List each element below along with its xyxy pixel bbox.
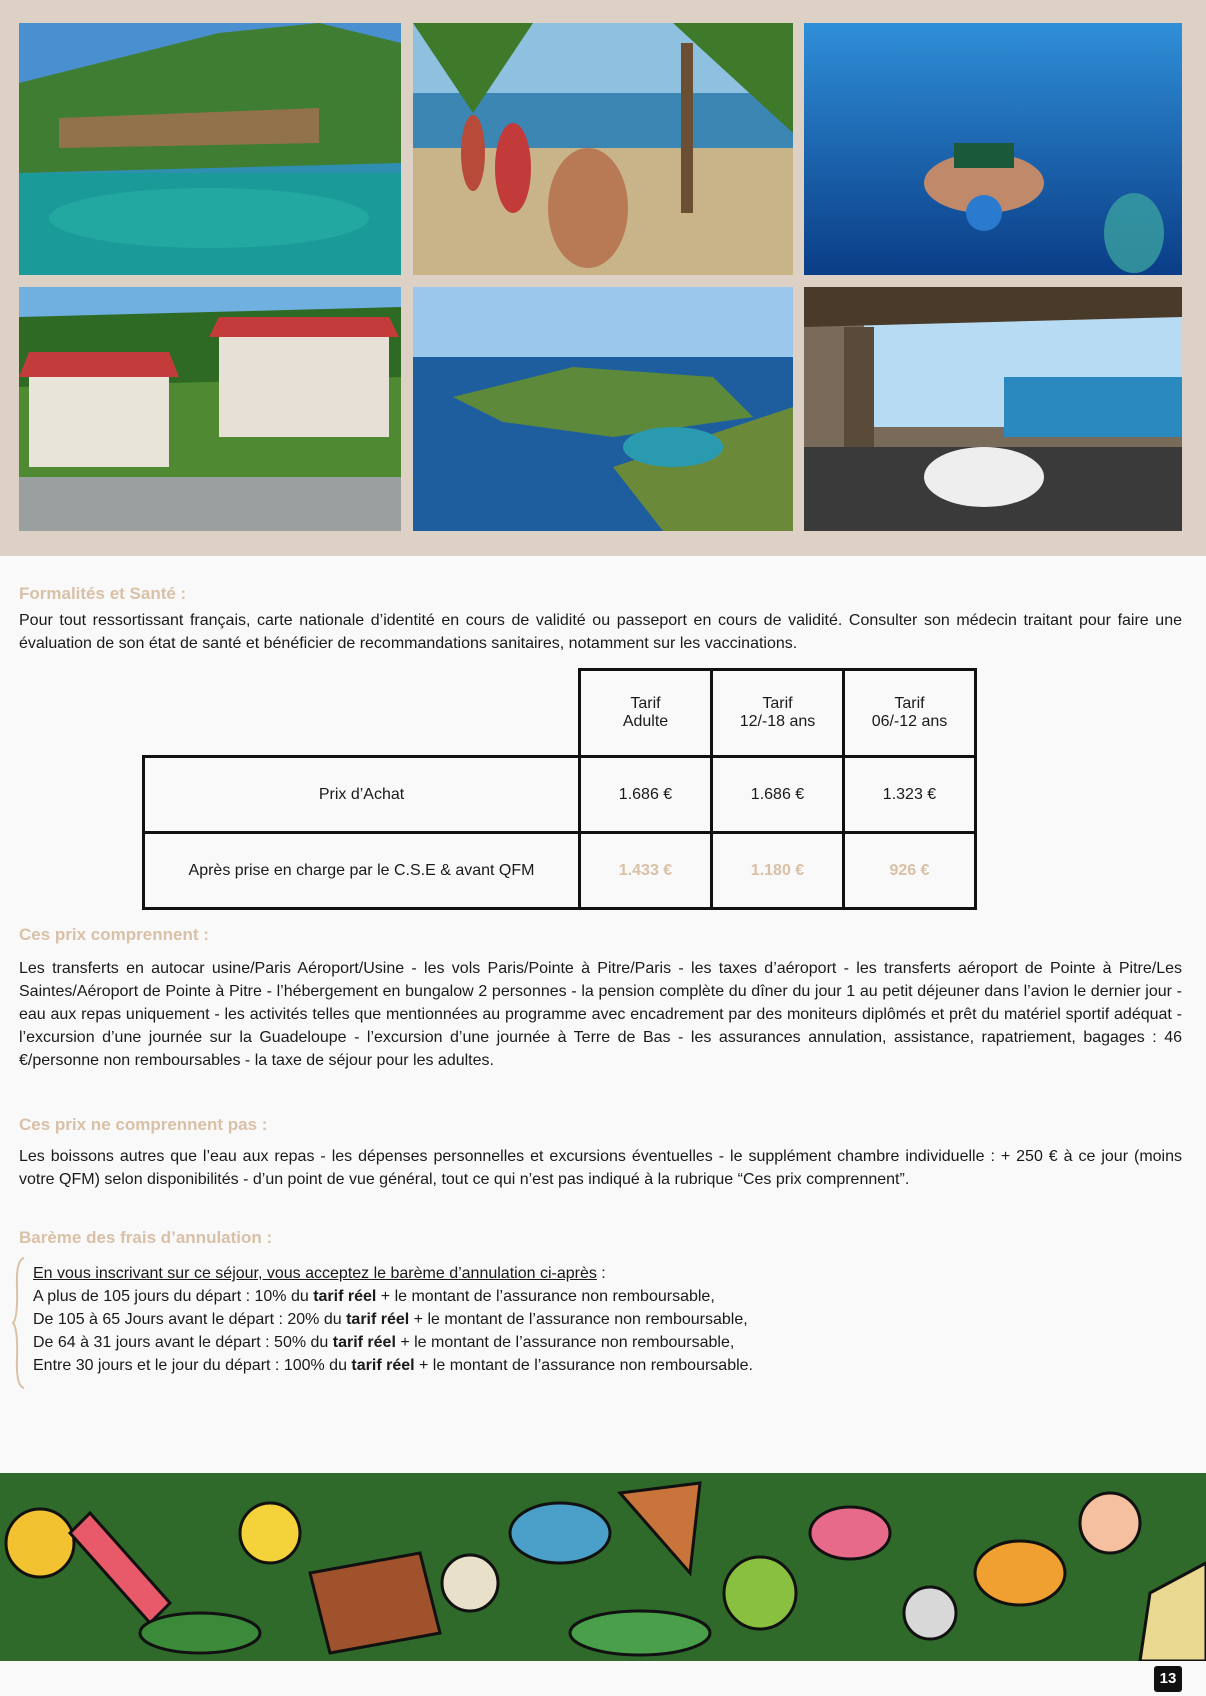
includes-text: Les transferts en autocar usine/Paris Aéroport/Usine - les vols Paris/Pointe à Pitre/Paris - les taxes d’aéroport - les transferts aéroport de Pointe à Pitre/Les Saintes/Aéroport de Pointe à Pitre - l’hébergement en bungalow 2 personnes - la pension complète du dîner du jour 1 au petit déjeuner dans l’avion le dernier jour - eau aux repas uniquement - les activités telles que mentionnées au programme avec encadrement par des moniteurs diplômés et prêt du matériel sportif adéquat - l’excursion d’une journée sur la Guadeloupe - l’excursion d’une journée à Terre de Bas - les assurances annulation, assistance, rapatriement, bagages : 46 €/personne non remboursables - la taxe de séjour pour les adultes.: [19, 960, 1182, 1069]
price-cell: 1.686 €: [580, 757, 712, 833]
includes-section: [19, 925, 1182, 1072]
list-item: De 64 à 31 jours avant le départ : 50% du tarif réel + le montant de l’assurance non remboursable,: [33, 1334, 735, 1351]
list-item: Entre 30 jours et le jour du départ : 100% du tarif réel + le montant de l’assurance non remboursable.: [33, 1357, 753, 1374]
cancellation-title: Barème des frais d’annulation :: [19, 1228, 273, 1247]
tropical-doodle-banner: [0, 1473, 1206, 1661]
page-number: 13: [1154, 1666, 1182, 1692]
table-row: [144, 833, 976, 909]
restaurant-terrace-photo: [804, 287, 1182, 531]
row-label: Après prise en charge par le C.S.E & avant QFM: [144, 833, 580, 909]
table-corner: [144, 670, 580, 757]
volleyball-photo: [413, 23, 793, 275]
list-item: De 105 à 65 Jours avant le départ : 20% du tarif réel + le montant de l’assurance non remboursable,: [33, 1311, 748, 1328]
snorkeler-photo: [804, 23, 1182, 275]
formalities-section: [19, 584, 1182, 655]
price-cell: 1.433 €: [580, 833, 712, 909]
list-item: A plus de 105 jours du départ : 10% du tarif réel + le montant de l’assurance non remboursable,: [33, 1288, 715, 1305]
islands-aerial-photo: [413, 287, 793, 531]
bungalows-photo: [19, 287, 401, 531]
price-cell: 1.686 €: [712, 757, 844, 833]
cancellation-list: [33, 1262, 753, 1377]
cancellation-section: [19, 1228, 1182, 1248]
excludes-text: Les boissons autres que l’eau aux repas - les dépenses personnelles et excursions éventuelles - le supplément chambre individuelle : + 250 € à ce jour (moins votre QFM) selon disponibilités - d’un point de vue général, tout ce qui n’est pas indiqué à la rubrique “Ces prix comprennent”.: [19, 1148, 1182, 1188]
brace-icon: [12, 1256, 26, 1390]
header-06-12: Tarif 06/-12 ans: [844, 670, 976, 757]
photo-gallery: [0, 0, 1206, 556]
formalities-text: Pour tout ressortissant français, carte nationale d’identité en cours de validité ou passeport en cours de validité. Consulter son médecin traitant pour faire une évaluation de son état de santé et bénéficier de recommandations sanitaires, notamment sur les vaccinations.: [19, 612, 1182, 652]
includes-title: Ces prix comprennent :: [19, 925, 209, 944]
excludes-section: [19, 1115, 1182, 1191]
price-cell: 1.180 €: [712, 833, 844, 909]
table-row: [144, 757, 976, 833]
cancellation-intro: En vous inscrivant sur ce séjour, vous acceptez le barème d’annulation ci-après :: [33, 1265, 606, 1282]
price-cell: 926 €: [844, 833, 976, 909]
formalities-title: Formalités et Santé :: [19, 584, 187, 603]
excludes-title: Ces prix ne comprennent pas :: [19, 1115, 268, 1134]
bay-photo: [19, 23, 401, 275]
header-adult: Tarif Adulte: [580, 670, 712, 757]
price-table: [142, 668, 977, 910]
price-cell: 1.323 €: [844, 757, 976, 833]
header-12-18: Tarif 12/-18 ans: [712, 670, 844, 757]
row-label: Prix d’Achat: [144, 757, 580, 833]
